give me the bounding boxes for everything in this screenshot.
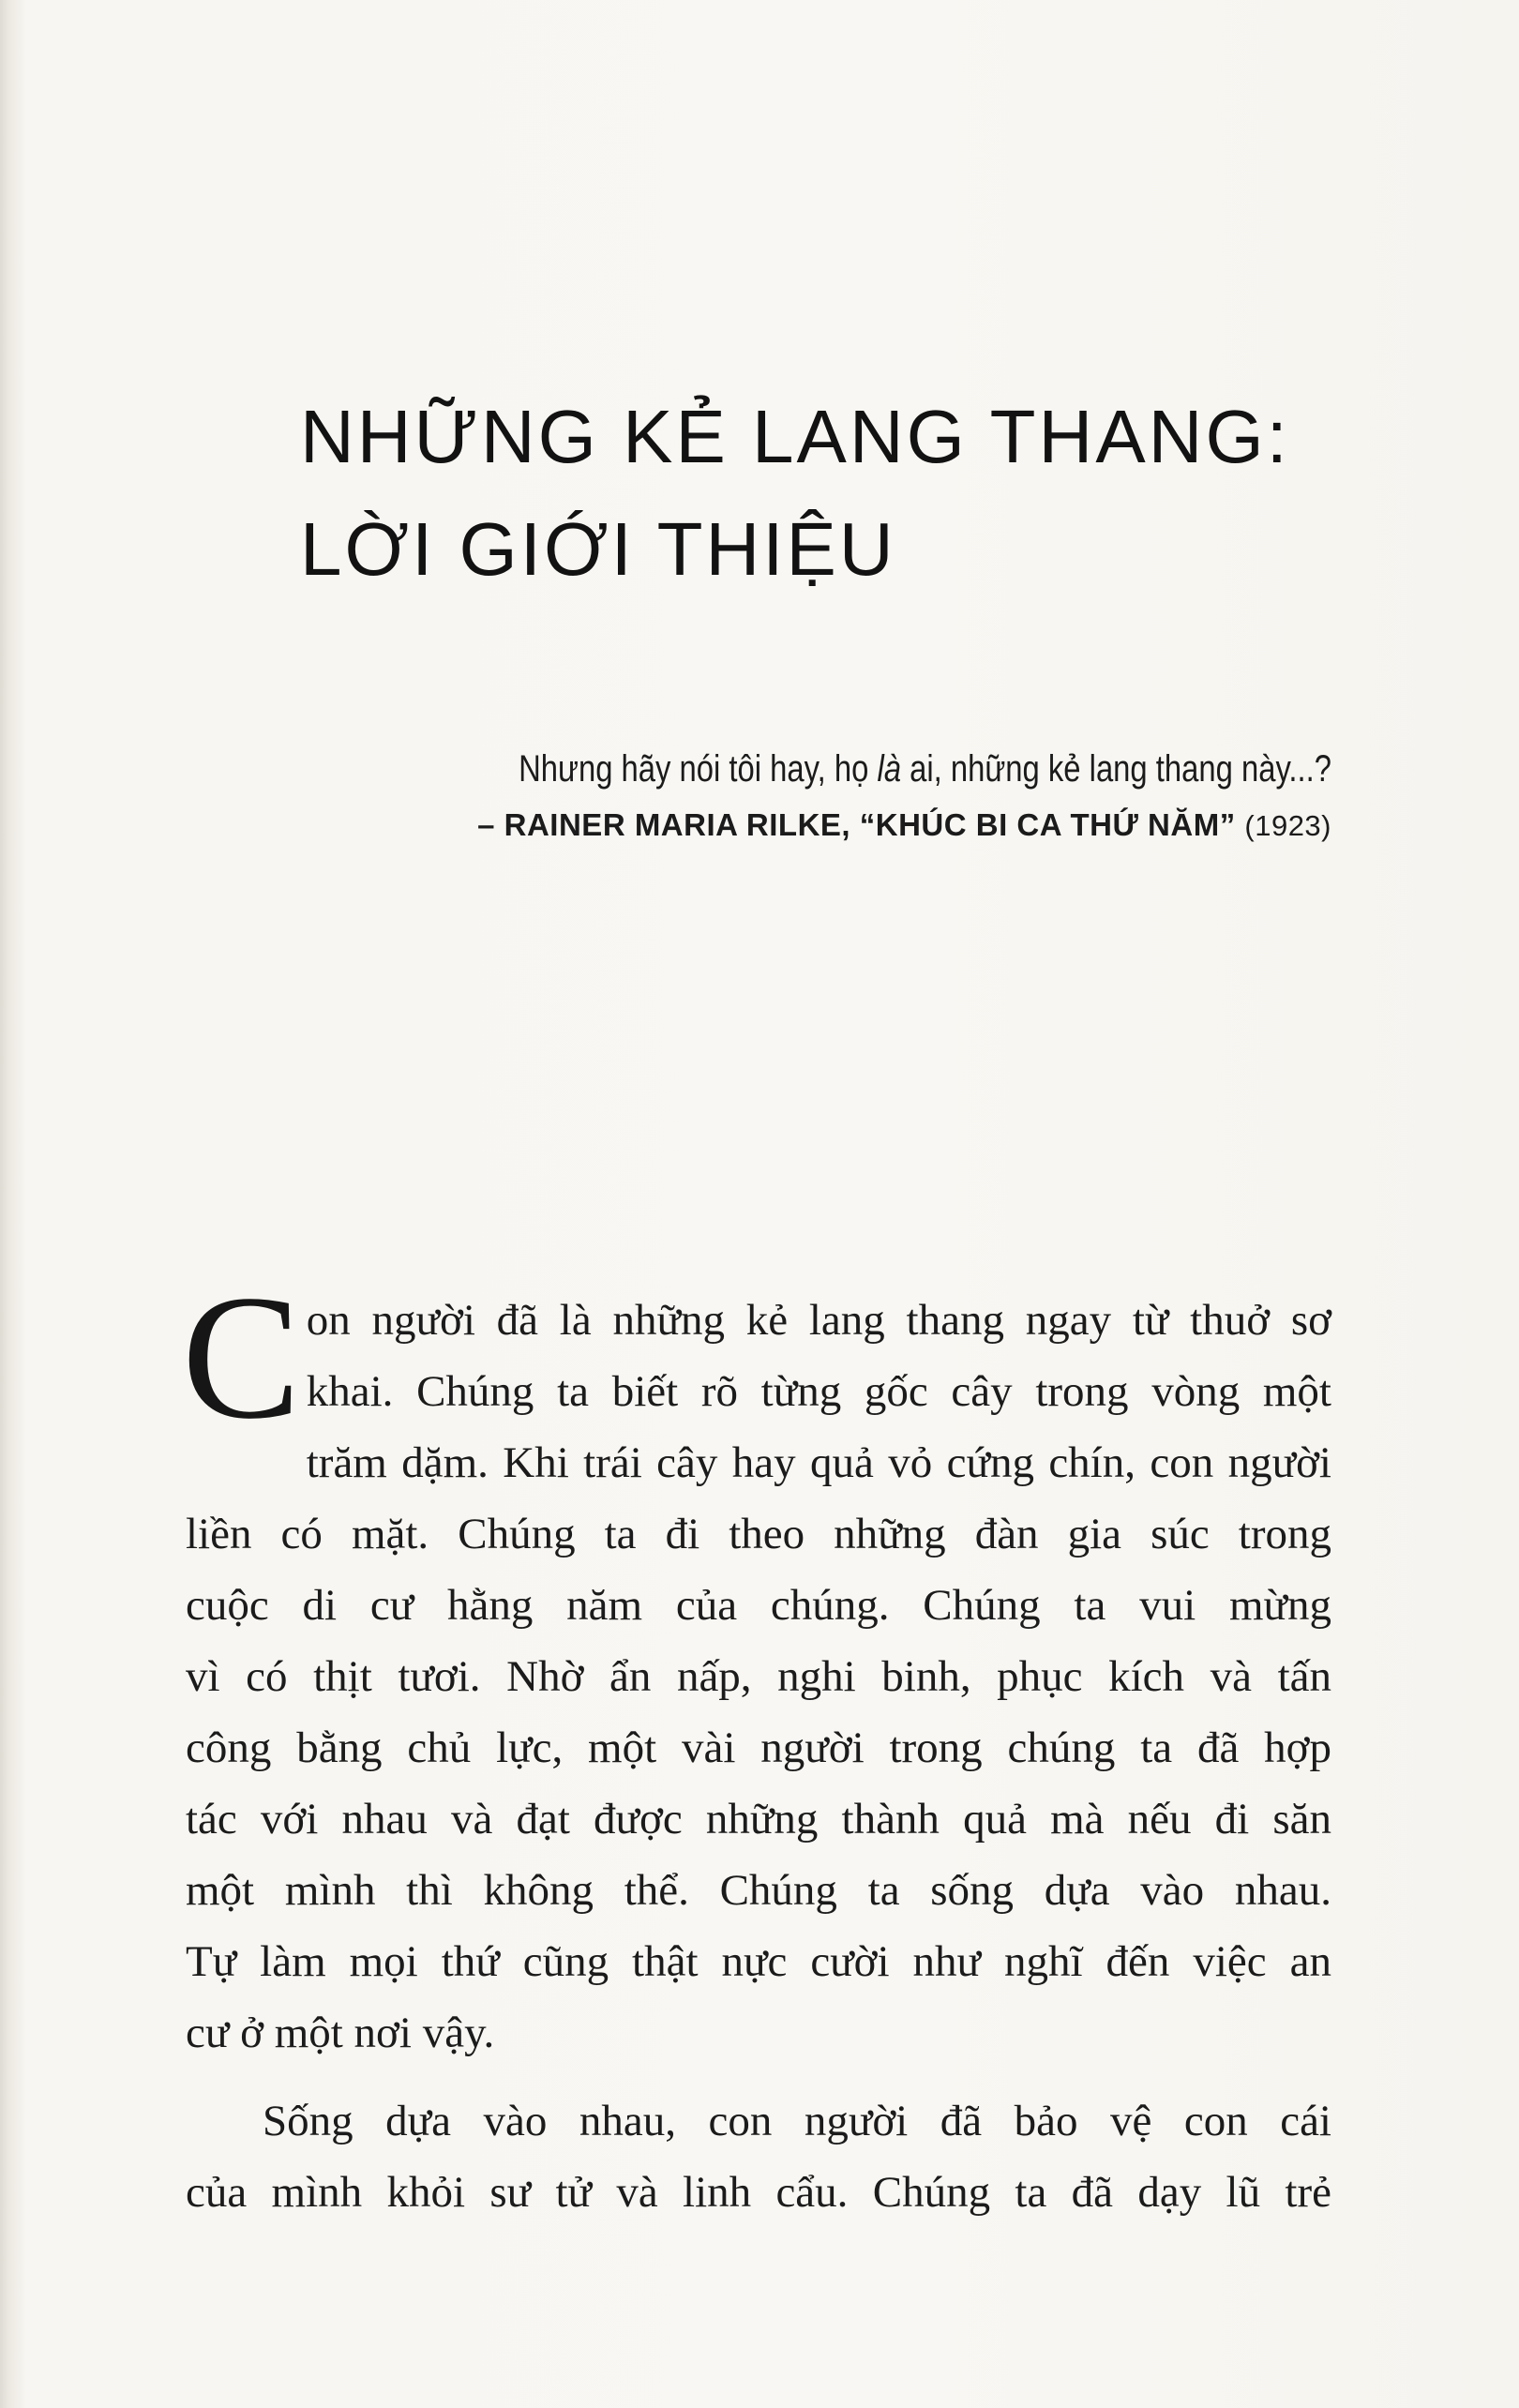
paragraph-1-line: Tự làm mọi thứ cũng thật nực cười như nghĩ đến việc an [186, 1937, 1331, 1986]
paragraph-1-line: khai. Chúng ta biết rõ từng gốc cây trong vòng một [306, 1367, 1331, 1416]
paragraph-1-line: vì có thịt tươi. Nhờ ẩn nấp, nghi binh, phục kích và tấn [186, 1652, 1331, 1701]
paragraph-1-line: cư ở một nơi vậy. [186, 2009, 495, 2057]
paragraph-2-line: Sống dựa vào nhau, con người đã bảo vệ con cái [263, 2097, 1331, 2145]
paragraph-1 [182, 1259, 1331, 2069]
paragraph-2 [186, 2085, 1331, 2228]
paragraph-1-line: tác với nhau và đạt được những thành quả mà nếu đi săn [186, 1795, 1331, 1844]
epigraph-author-work: – RAINER MARIA RILKE, “KHÚC BI CA THỨ NĂM” [477, 807, 1236, 842]
paragraph-1-line: liền có mặt. Chúng ta đi theo những đàn gia súc trong [186, 1510, 1331, 1558]
chapter-title-line-2: LỜI GIỚI THIỆU [300, 507, 896, 591]
drop-cap: C [182, 1259, 301, 1456]
epigraph-quote [486, 741, 1331, 797]
paragraph-1-line: công bằng chủ lực, một vài người trong chúng ta đã hợp [186, 1723, 1331, 1772]
paragraph-2-line: của mình khỏi sư tử và linh cẩu. Chúng ta đã dạy lũ trẻ [186, 2168, 1331, 2217]
paragraph-1-line: on người đã là những kẻ lang thang ngay từ thuở sơ [306, 1296, 1331, 1345]
epigraph-attribution [300, 797, 1331, 854]
chapter-title-line-1: NHỮNG KẺ LANG THANG: [300, 395, 1290, 478]
epigraph [300, 741, 1331, 854]
body-text [182, 1259, 1331, 2228]
paragraph-1-line: cuộc di cư hằng năm của chúng. Chúng ta vui mừng [186, 1581, 1331, 1630]
epigraph-quote-emphasis: là [877, 748, 901, 790]
epigraph-year: (1923) [1244, 809, 1331, 842]
paragraph-1-line: trăm dặm. Khi trái cây hay quả vỏ cứng chín, con người [306, 1438, 1331, 1487]
epigraph-quote-end: ai, những kẻ lang thang này...? [900, 748, 1331, 790]
epigraph-quote-start: Nhưng hãy nói tôi hay, họ [519, 748, 878, 790]
paragraph-1-line: một mình thì không thể. Chúng ta sống dựa vào nhau. [186, 1866, 1331, 1915]
